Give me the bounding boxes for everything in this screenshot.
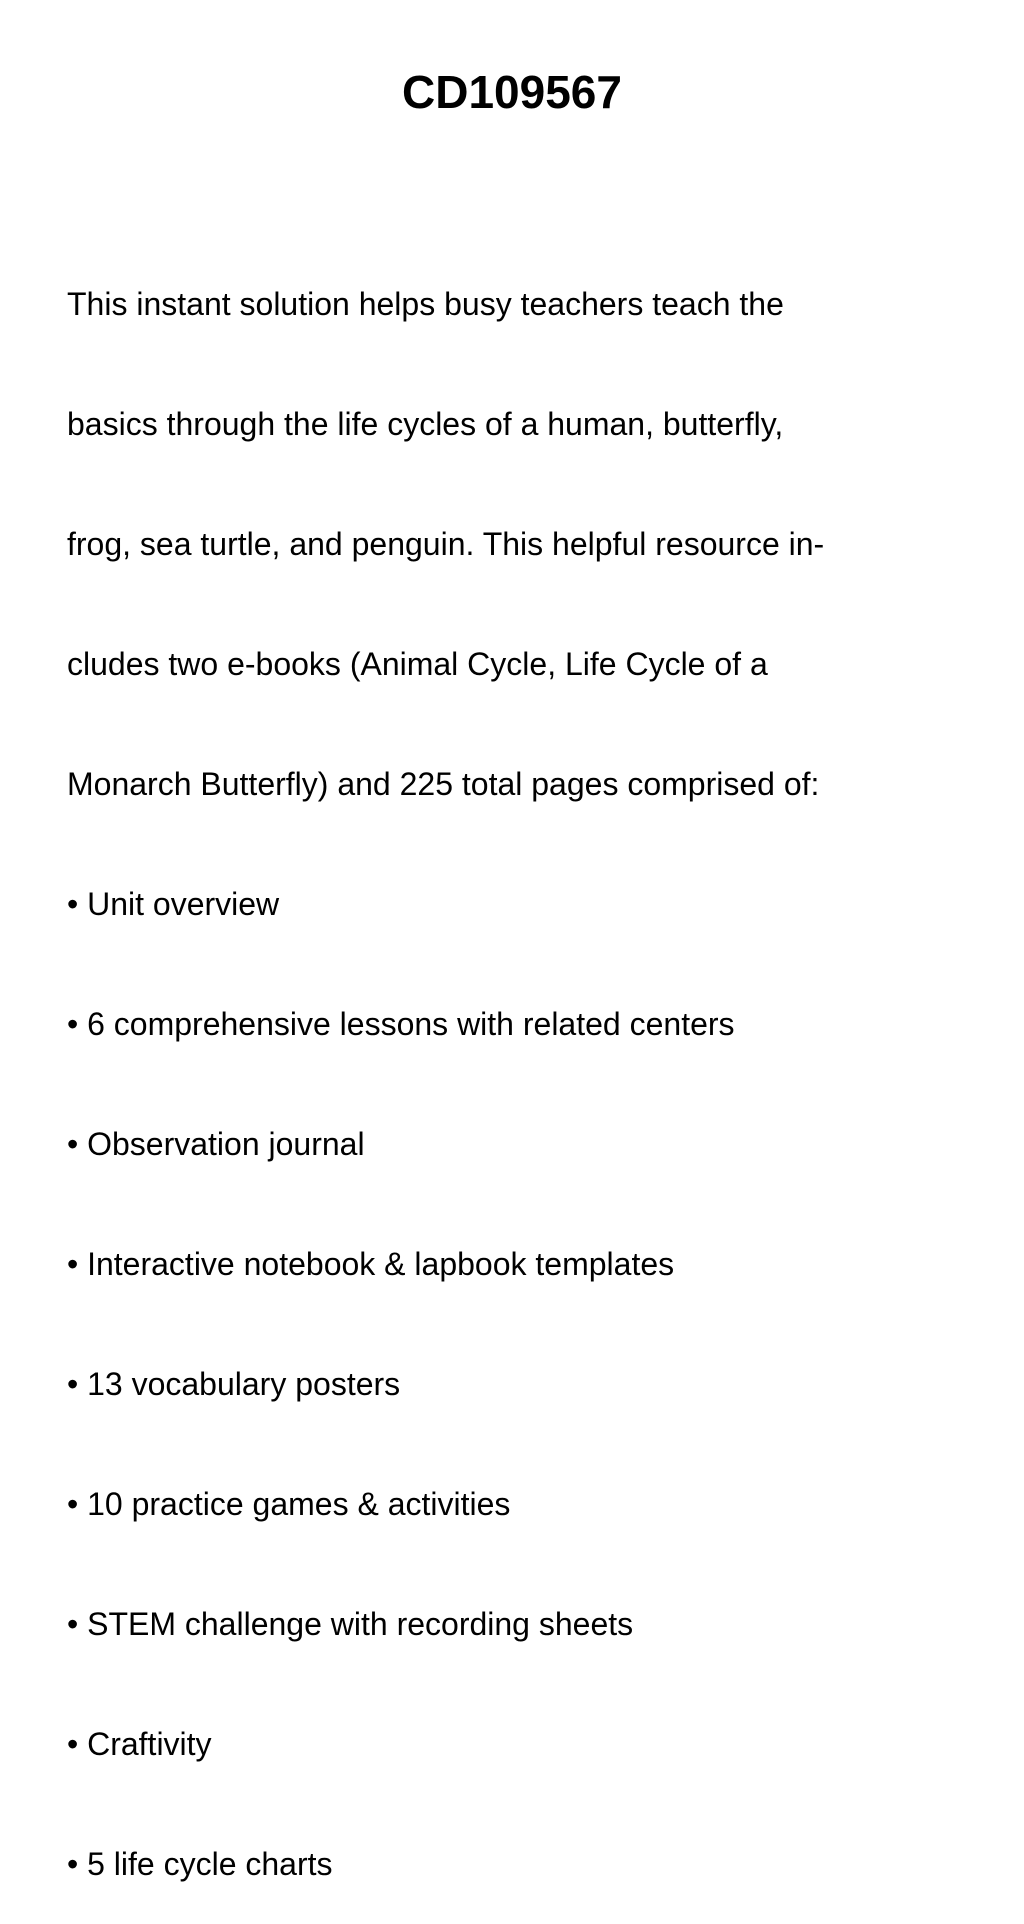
bullet-item: • 6 comprehensive lessons with related centers (67, 1006, 735, 1042)
bullet-item: • Observation journal (67, 1126, 365, 1162)
description-line: frog, sea turtle, and penguin. This helpful resource in- (67, 526, 825, 562)
bullet-item: • Interactive notebook & lapbook templates (67, 1246, 675, 1282)
bullet-item: • 10 practice games & activities (67, 1486, 511, 1522)
bullet-item: • 5 life cycle charts (67, 1846, 333, 1882)
bullet-item: • 13 vocabulary posters (67, 1366, 401, 1402)
product-description (67, 204, 824, 1924)
bullet-item: • Unit overview (67, 886, 280, 922)
description-line: Monarch Butterfly) and 225 total pages comprised of: (67, 766, 820, 802)
description-line: cludes two e-books (Animal Cycle, Life Cycle of a (67, 646, 768, 682)
description-line: basics through the life cycles of a human, butterfly, (67, 406, 784, 442)
product-code-title: CD109567 (402, 66, 622, 118)
bullet-item: • STEM challenge with recording sheets (67, 1606, 634, 1642)
description-line: This instant solution helps busy teachers teach the (67, 286, 784, 322)
bullet-item: • Craftivity (67, 1726, 212, 1762)
